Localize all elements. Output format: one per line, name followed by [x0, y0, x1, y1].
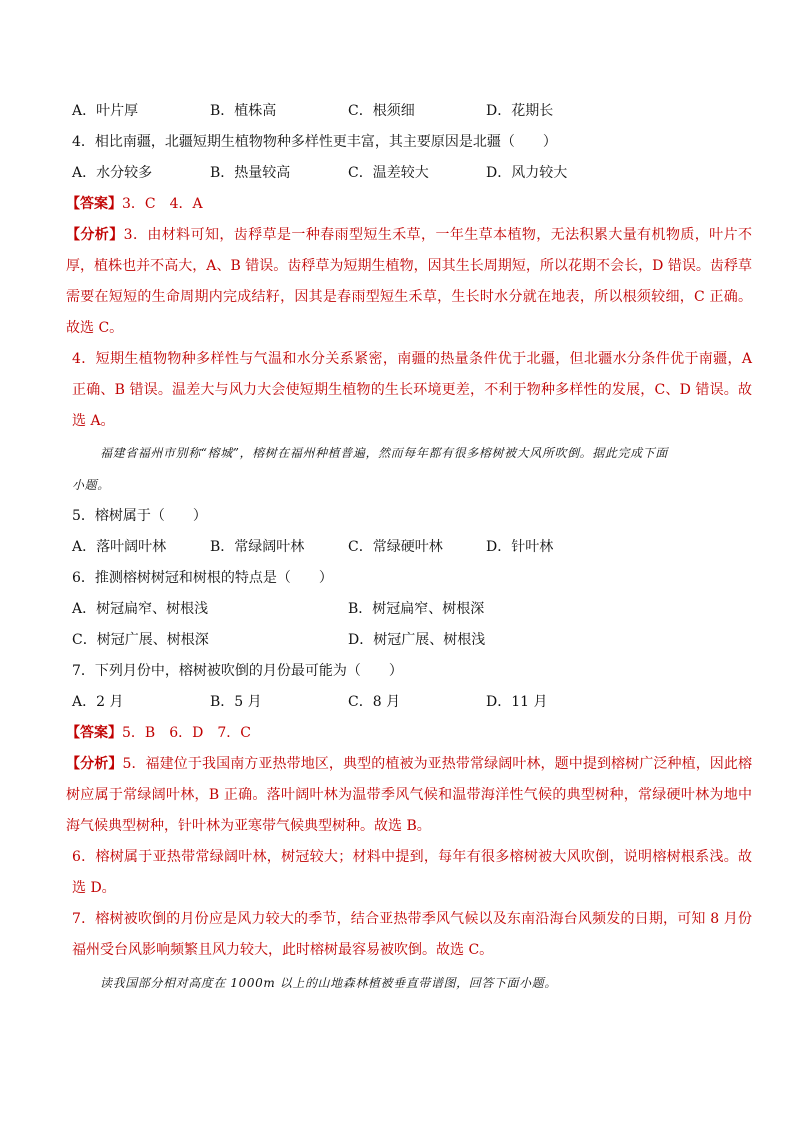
analysis-q7: 7．榕树被吹倒的月份应是风力较大的季节，结合亚热带季风气候以及东南沿海台风频发的日期，可知 8 月份福州受台风影响频繁且风力较大，此时榕树最容易被吹倒。故选 C。 — [72, 911, 752, 958]
analysis-block-1 — [66, 220, 752, 344]
q7-option-a: A．2 月 — [72, 694, 124, 710]
q5-option-b: B．常绿阔叶林 — [210, 539, 305, 555]
q6-option-c: C．树冠广展、树根深 — [72, 632, 209, 648]
q6-option-d: D．树冠广展、树根浅 — [348, 632, 486, 648]
q5-option-c: C．常绿硬叶林 — [348, 539, 443, 555]
q3-option-b: B．植株高 — [210, 103, 277, 119]
analysis-q6: 6．榕树属于亚热带常绿阔叶林，树冠较大；材料中提到，每年有很多榕树被大风吹倒，说明榕树根系浅。故选 D。 — [72, 849, 752, 896]
q7-stem: 7．下列月份中，榕树被吹倒的月份最可能为（ ） — [72, 663, 403, 679]
q7-option-c: C．8 月 — [348, 694, 401, 710]
analysis-tag: 【分析】 — [66, 756, 123, 772]
answer-tag: 【答案】 — [66, 196, 122, 212]
q5-option-d: D．针叶林 — [486, 539, 554, 555]
q4-option-a: A．水分较多 — [72, 165, 153, 181]
analysis-block-2 — [66, 749, 752, 842]
q4-option-d: D．风力较大 — [486, 165, 568, 181]
analysis-tag: 【分析】 — [66, 227, 124, 243]
q3-option-c: C．根须细 — [348, 103, 415, 119]
answer-text: 5．B 6．D 7．C — [122, 725, 251, 741]
answer-text: 3．C 4．A — [122, 196, 203, 212]
q7-option-b: B．5 月 — [210, 694, 262, 710]
q3-option-d: D．花期长 — [486, 103, 554, 119]
analysis-q4: 4．短期生植物物种多样性与气温和水分关系紧密，南疆的热量条件优于北疆，但北疆水分条件优于南疆，A 正确、B 错误。温差大与风力大会使短期生植物的生长环境更差，不利于物种多样性的发展，C、D 错误。故选 A。 — [72, 351, 752, 429]
material-intro-3: 读我国部分相对高度在 1000m 以上的山地森林植被垂直带谱图，回答下面小题。 — [100, 976, 557, 990]
q6-option-a: A．树冠扁窄、树根浅 — [72, 601, 209, 617]
answer-block-1 — [66, 194, 746, 214]
q3-option-a: A．叶片厚 — [72, 103, 139, 119]
q4-option-b: B．热量较高 — [210, 165, 291, 181]
material-intro-line-2: 小题。 — [72, 478, 110, 492]
q7-option-d: D．11 月 — [486, 694, 548, 710]
analysis-q5: 5．福建位于我国南方亚热带地区，典型的植被为亚热带常绿阔叶林，题中提到榕树广泛种植，因此榕树应属于常绿阔叶林，B 正确。落叶阔叶林为温带季风气候和温带海洋性气候的典型树种，常绿硬叶林为地中海气候典型树种，针叶林为亚寒带气候典型树种。故选 B。 — [66, 756, 753, 834]
q4-option-c: C．温差较大 — [348, 165, 429, 181]
q5-stem: 5．榕树属于（ ） — [72, 508, 207, 524]
answer-block-2 — [66, 723, 746, 743]
analysis-q3: 3．由材料可知，齿稃草是一种春雨型短生禾草，一年生草本植物，无法积累大量有机物质，叶片不厚，植株也并不高大，A、B 错误。齿稃草为短期生植物，因其生长周期短，所以花期不会长，D 错误。齿稃草需要在短短的生命周期内完成结籽，因其是春雨型短生禾草，生长时水分就在地表，所以根须较细，C 正确。故选 C。 — [66, 227, 752, 336]
q6-stem: 6．推测榕树树冠和树根的特点是（ ） — [72, 570, 333, 586]
answer-tag: 【答案】 — [66, 725, 122, 741]
q6-option-b: B．树冠扁窄、树根深 — [348, 601, 485, 617]
material-intro-line-1: 福建省福州市别称“榕城”，榕树在福州种植普遍，然而每年都有很多榕树被大风所吹倒。据此完成下面 — [100, 446, 668, 460]
q4-stem: 4．相比南疆，北疆短期生植物物种多样性更丰富，其主要原因是北疆（ ） — [72, 134, 557, 150]
q5-option-a: A．落叶阔叶林 — [72, 539, 167, 555]
